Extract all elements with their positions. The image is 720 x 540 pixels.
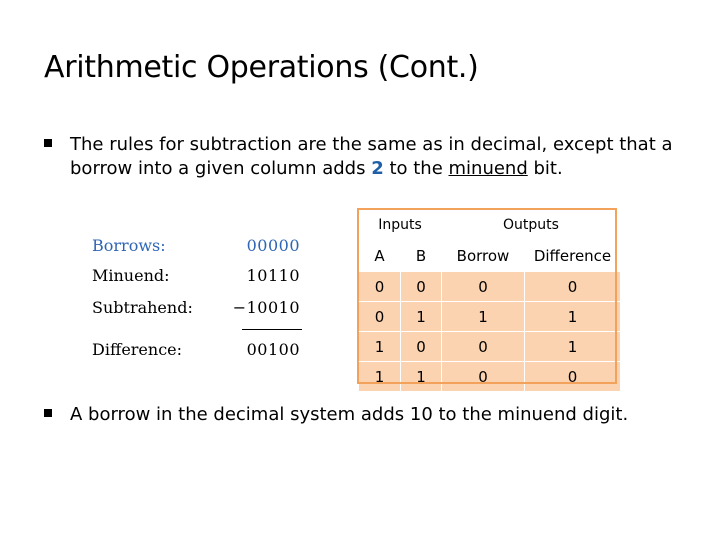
- row-label: Subtrahend:: [92, 298, 193, 317]
- subtraction-truth-table: [358, 209, 621, 392]
- underlined-term: minuend: [448, 158, 528, 179]
- table-cell: 0: [442, 362, 525, 392]
- table-cell: 1: [401, 362, 442, 392]
- column-header-borrow: Borrow: [442, 241, 525, 272]
- table-cell: 0: [442, 272, 525, 302]
- borrows-row: [92, 236, 306, 260]
- subtrahend-row: [92, 298, 306, 322]
- table-cell: 1: [442, 302, 525, 332]
- sum-rule: [242, 329, 302, 330]
- bullet-text-start: The rules for subtraction are the same as in decimal, except that a borrow into a given column adds: [70, 134, 673, 179]
- table-row: [359, 332, 621, 362]
- slide-title: Arithmetic Operations (Cont.): [44, 50, 479, 85]
- column-header-difference: Difference: [525, 241, 621, 272]
- bullet-decimal-borrow: [44, 403, 694, 427]
- row-value: −10010: [232, 298, 300, 317]
- table-cell: 0: [359, 272, 401, 302]
- bullet-marker: [44, 409, 52, 417]
- table-cell: 1: [525, 302, 621, 332]
- table-cell: 1: [359, 362, 401, 392]
- table-row: [359, 362, 621, 392]
- row-value: 00100: [246, 340, 300, 359]
- table-cell: 0: [359, 302, 401, 332]
- inputs-header: Inputs: [359, 210, 442, 241]
- table-cell: 0: [401, 332, 442, 362]
- bullet-text: A borrow in the decimal system adds 10 to the minuend digit.: [70, 404, 629, 425]
- row-label: Difference:: [92, 340, 183, 359]
- bullet-text-middle: to the: [383, 158, 449, 179]
- table-cell: 0: [442, 332, 525, 362]
- table-cell: 1: [359, 332, 401, 362]
- bullet-text: [70, 133, 694, 181]
- row-label: Borrows:: [92, 236, 166, 255]
- column-header-b: B: [401, 241, 442, 272]
- table-cell: 0: [525, 362, 621, 392]
- highlight-number: 2: [371, 158, 384, 179]
- table-cell: 0: [525, 272, 621, 302]
- table-row: [359, 302, 621, 332]
- row-label: Minuend:: [92, 266, 170, 285]
- minuend-row: [92, 266, 306, 290]
- subtraction-example: [92, 234, 306, 360]
- table-row: [359, 272, 621, 302]
- bullet-subtraction-rules: [44, 133, 694, 181]
- table-cell: 0: [401, 272, 442, 302]
- outputs-header: Outputs: [442, 210, 621, 241]
- table-cell: 1: [401, 302, 442, 332]
- bullet-marker: [44, 139, 52, 147]
- table-cell: 1: [525, 332, 621, 362]
- column-header-a: A: [359, 241, 401, 272]
- row-value: 10110: [246, 266, 300, 285]
- difference-row: [92, 340, 306, 364]
- bullet-text-end: bit.: [527, 158, 563, 179]
- row-value: 00000: [246, 236, 300, 255]
